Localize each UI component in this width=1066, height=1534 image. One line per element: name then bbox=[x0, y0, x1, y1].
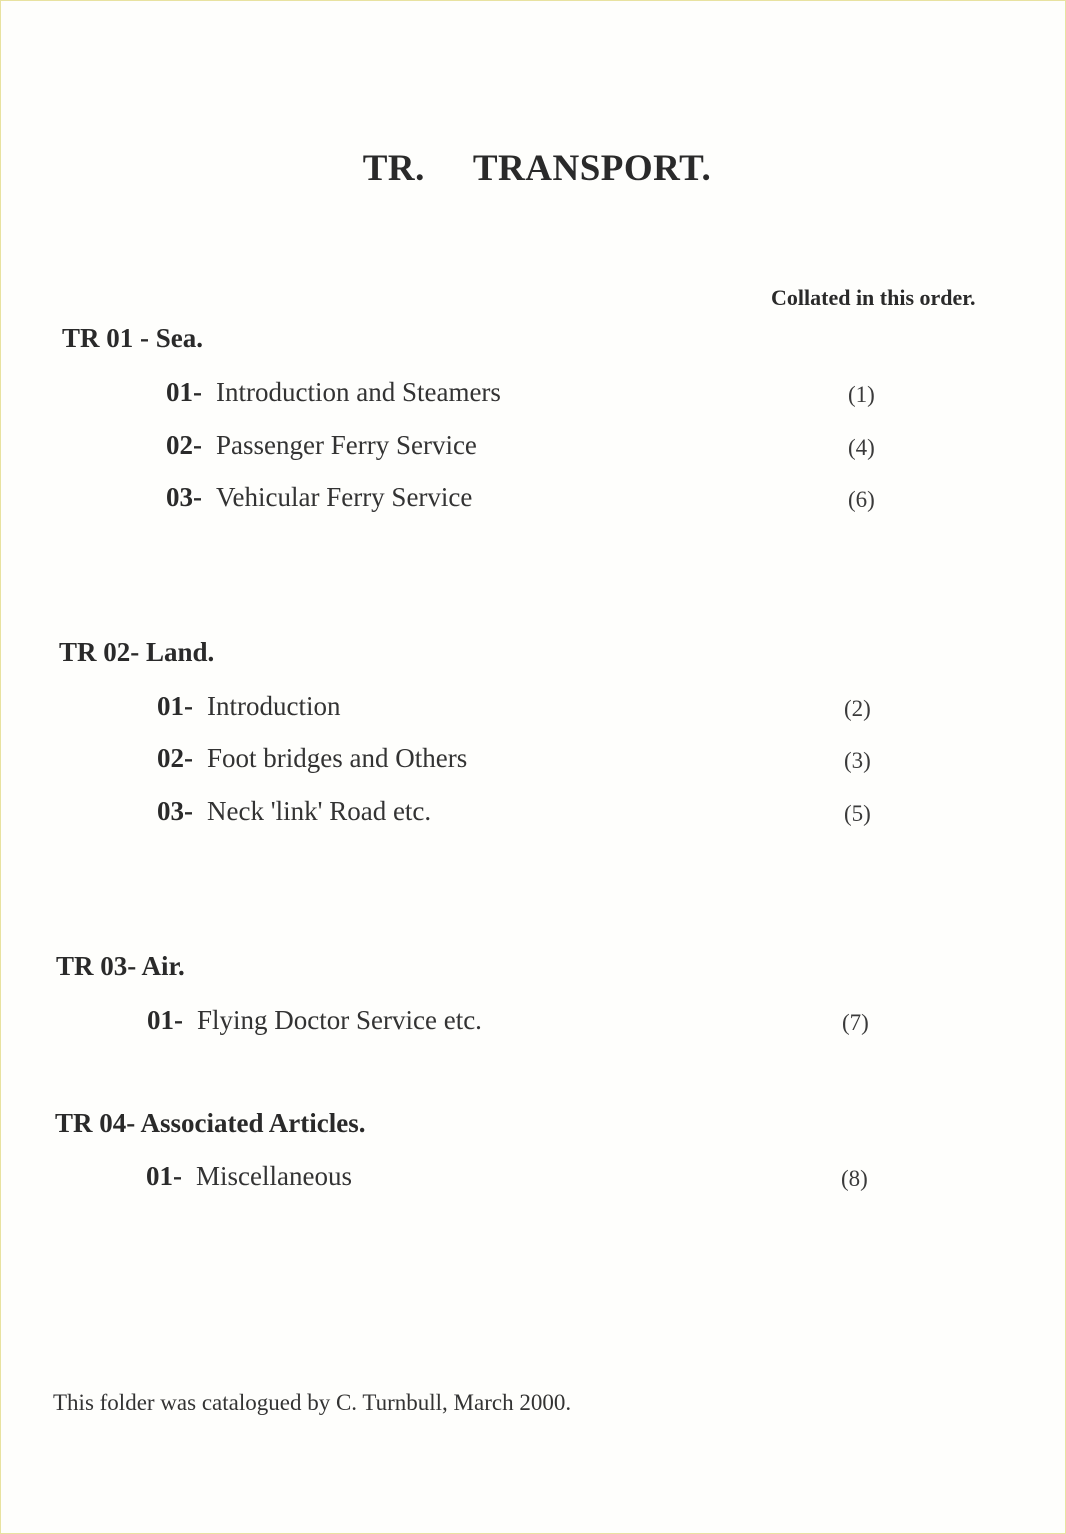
item-number: 01- bbox=[157, 691, 193, 721]
item-ref: (6) bbox=[848, 487, 875, 512]
list-item bbox=[166, 430, 477, 461]
section-heading-associated-articles: TR 04- Associated Articles. bbox=[55, 1108, 366, 1138]
list-item bbox=[157, 796, 431, 827]
catalogue-footer: This folder was catalogued by C. Turnbull, March 2000. bbox=[53, 1390, 572, 1415]
item-label: Miscellaneous bbox=[196, 1161, 352, 1191]
title-text: TRANSPORT. bbox=[472, 148, 712, 189]
item-number: 03- bbox=[157, 796, 193, 826]
list-item bbox=[146, 1161, 352, 1192]
item-ref: (1) bbox=[848, 382, 875, 407]
item-number: 03- bbox=[166, 482, 202, 512]
list-item bbox=[157, 743, 467, 774]
list-item bbox=[166, 482, 472, 513]
section-heading-air: TR 03- Air. bbox=[56, 951, 185, 981]
item-number: 01- bbox=[146, 1161, 182, 1191]
item-ref: (8) bbox=[841, 1166, 868, 1191]
list-item bbox=[157, 691, 340, 722]
list-item bbox=[147, 1005, 482, 1036]
item-ref: (3) bbox=[844, 748, 871, 773]
item-number: 01- bbox=[166, 377, 202, 407]
section-heading-sea: TR 01 - Sea. bbox=[62, 323, 203, 353]
item-label: Foot bridges and Others bbox=[207, 743, 468, 773]
section-heading-land: TR 02- Land. bbox=[59, 637, 215, 667]
item-label: Flying Doctor Service etc. bbox=[197, 1005, 482, 1035]
item-label: Introduction and Steamers bbox=[216, 377, 501, 407]
item-label: Introduction bbox=[207, 691, 341, 721]
item-number: 02- bbox=[157, 743, 193, 773]
item-ref: (5) bbox=[844, 801, 871, 826]
item-ref: (7) bbox=[842, 1010, 869, 1035]
page-title bbox=[1, 147, 1066, 190]
item-number: 01- bbox=[147, 1005, 183, 1035]
collated-note: Collated in this order. bbox=[771, 285, 976, 310]
item-label: Neck 'link' Road etc. bbox=[207, 796, 432, 826]
item-ref: (4) bbox=[848, 435, 875, 460]
item-ref: (2) bbox=[844, 696, 871, 721]
list-item bbox=[166, 377, 501, 408]
item-label: Passenger Ferry Service bbox=[216, 430, 477, 460]
item-label: Vehicular Ferry Service bbox=[216, 482, 473, 512]
item-number: 02- bbox=[166, 430, 202, 460]
title-code: TR. bbox=[362, 148, 425, 189]
